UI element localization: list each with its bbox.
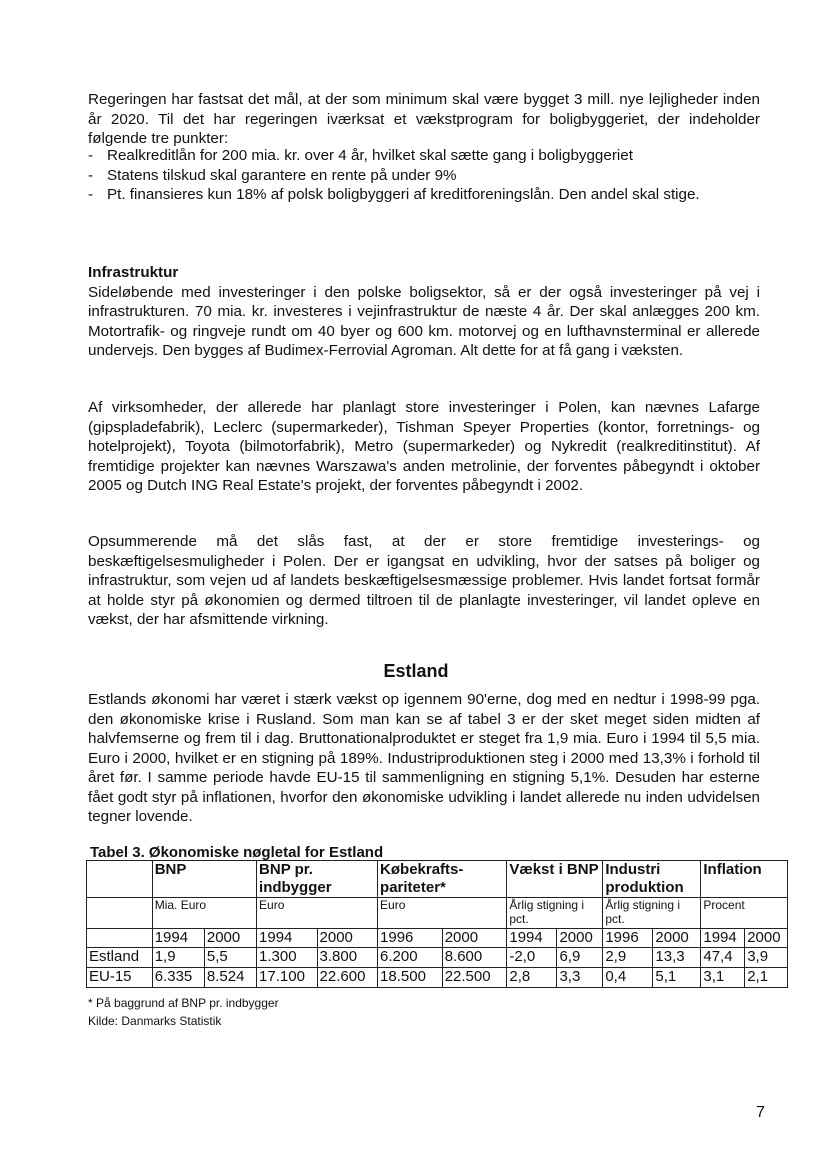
- table-caption: Tabel 3. Økonomiske nøgletal for Estland: [90, 844, 384, 861]
- section-heading: Infrastruktur: [88, 264, 179, 281]
- table-header: Industri produktion: [603, 861, 701, 898]
- infrastructure-section: [88, 263, 760, 361]
- estonia-paragraph: Estlands økonomi har været i stærk vækst op igennem 90'erne, dog med en nedtur i 1998-99 pga. den økonomiske krise i Rusland. Som man kan se af tabel 3 er der sket meget siden midten af halvfemserne og frem til i dag. Bruttonationalproduktet er steget fra 1,9 mia. Euro i 1994 til 5,5 mia. Euro i 2000, hvilket er en stigning på 189%. Industriproduktionen steg i 2000 med 13,3% i forhold til året før. I samme periode havde EU-15 til sammenligning en stigning 5,1%. Desuden har esterne fået godt styr på inflationen, hvorfor den økonomiske udvikling i landet allerede nu inden udvidelsen tegner lovende.: [88, 691, 760, 825]
- intro-bullet-list: [88, 146, 760, 205]
- table-footnote: * På baggrund af BNP pr. indbygger: [88, 996, 279, 1010]
- economic-indicators-table: [86, 860, 788, 988]
- table-unit: Årlig stigning i pct.: [603, 898, 701, 929]
- table-year: 1994: [152, 929, 204, 948]
- table-cell: [87, 861, 153, 898]
- table-cell: 18.500: [378, 968, 443, 988]
- summary-paragraph: Opsummerende må det slås fast, at der er store fremtidige investerings- og beskæftigelsesmuligheder i Polen. Der er igangsat en udvikling, hvor der satses på boliger og infrastruktur, som vejen ud af landets beskæftigelsesmæssige problemer. Hvis landet fortsat formår at holde styr på økonomien og dermed tiltroen til de planlagte investeringer, vil landet opleve en vækst, der har afsmittende virkning.: [88, 533, 760, 628]
- table-header: BNP: [152, 861, 256, 898]
- table-source: Kilde: Danmarks Statistik: [88, 1014, 222, 1028]
- table-header-row: [87, 861, 788, 898]
- table-year: 2000: [317, 929, 378, 948]
- table-year: 1994: [257, 929, 318, 948]
- companies-paragraph: Af virksomheder, der allerede har planlagt store investeringer i Polen, kan nævnes Lafarge (gipspladefabrik), Leclerc (supermarkeder), Tishman Speyer Properties (kontor, forretnings- og hotelprojekt), Toyota (bilmotorfabrik), Metro (supermarkeder) og Nykredit (realkreditinstitut). Af fremtidige projekter kan nævnes Warszawa's anden metrolinie, der forventes påbegyndt i oktober 2005 og Dutch ING Real Estate's projekt, der forventes påbegyndt i 2002.: [88, 399, 760, 494]
- table-row: [87, 968, 788, 988]
- table-year-row: [87, 929, 788, 948]
- bullet-dash: -: [88, 186, 94, 203]
- table-cell: 5,1: [653, 968, 701, 988]
- table-year: 2000: [557, 929, 603, 948]
- table-unit-row: [87, 898, 788, 929]
- table-cell: [87, 929, 153, 948]
- table-cell: 2,8: [507, 968, 557, 988]
- table-cell: 8.600: [442, 948, 507, 968]
- table-cell: 22.500: [442, 968, 507, 988]
- table-cell: 2,1: [745, 968, 788, 988]
- table-cell: -2,0: [507, 948, 557, 968]
- list-item: - Pt. finansieres kun 18% af polsk boligbyggeri af kreditforeningslån. Den andel skal stige.: [88, 186, 700, 203]
- table-year: 2000: [653, 929, 701, 948]
- table-cell: 3,3: [557, 968, 603, 988]
- infrastructure-paragraph: Sideløbende med investeringer i den polske boligsektor, så er der også investeringer på vej i infrastrukturen. 70 mia. kr. investeres i vejinfrastruktur de næste 4 år. Der skal anlægges 200 km. Motortrafik- og ringveje rundt om 40 byer og 600 km. motorvej og en lufthavnsterminal er allerede undervejs. Den bygges af Budimex-Ferrovial Agroman. Alt dette for at få gang i væksten.: [88, 283, 760, 359]
- table-unit: Årlig stigning i pct.: [507, 898, 603, 929]
- table-unit: Mia. Euro: [152, 898, 256, 929]
- table-cell: 5,5: [204, 948, 256, 968]
- table-cell: 1,9: [152, 948, 204, 968]
- table-cell: 1.300: [257, 948, 318, 968]
- table-cell: 13,3: [653, 948, 701, 968]
- table-year: 2000: [442, 929, 507, 948]
- table-header: Inflation: [701, 861, 788, 898]
- table-header: Vækst i BNP: [507, 861, 603, 898]
- table-cell: [87, 898, 153, 929]
- table-year: 1996: [378, 929, 443, 948]
- table-cell: 3,9: [745, 948, 788, 968]
- table-row: [87, 948, 788, 968]
- table-year: 2000: [745, 929, 788, 948]
- page-number: 7: [756, 1104, 765, 1121]
- table-cell: 6,9: [557, 948, 603, 968]
- table-header: BNP pr. indbygger: [257, 861, 378, 898]
- table-cell: 8.524: [204, 968, 256, 988]
- list-item: - Realkreditlån for 200 mia. kr. over 4 år, hvilket skal sætte gang i boligbyggeriet: [88, 147, 633, 164]
- table-cell: 17.100: [257, 968, 318, 988]
- table-unit: Procent: [701, 898, 788, 929]
- table-cell: 6.200: [378, 948, 443, 968]
- table-cell: 2,9: [603, 948, 653, 968]
- table-cell: 0,4: [603, 968, 653, 988]
- table-cell: 3.800: [317, 948, 378, 968]
- table-year: 1994: [701, 929, 745, 948]
- table-year: 1996: [603, 929, 653, 948]
- table-cell: 22.600: [317, 968, 378, 988]
- table-cell: 6.335: [152, 968, 204, 988]
- bullet-dash: -: [88, 166, 94, 184]
- bullet-dash: -: [88, 147, 94, 164]
- intro-paragraph: Regeringen har fastsat det mål, at der som minimum skal være bygget 3 mill. nye lejligheder inden år 2020. Til det har regeringen iværksat et vækstprogram for boligbyggeriet, der indeholder følgende tre punkter:: [88, 91, 760, 147]
- table-header: Købekrafts-pariteter*: [378, 861, 507, 898]
- table-unit: Euro: [378, 898, 507, 929]
- table-unit: Euro: [257, 898, 378, 929]
- list-item: - Statens tilskud skal garantere en rente på under 9%: [88, 166, 457, 184]
- estonia-heading: Estland: [383, 661, 449, 681]
- table-year: 2000: [204, 929, 256, 948]
- row-label: Estland: [87, 948, 153, 968]
- row-label: EU-15: [87, 968, 153, 988]
- table-year: 1994: [507, 929, 557, 948]
- table-cell: 3,1: [701, 968, 745, 988]
- table-cell: 47,4: [701, 948, 745, 968]
